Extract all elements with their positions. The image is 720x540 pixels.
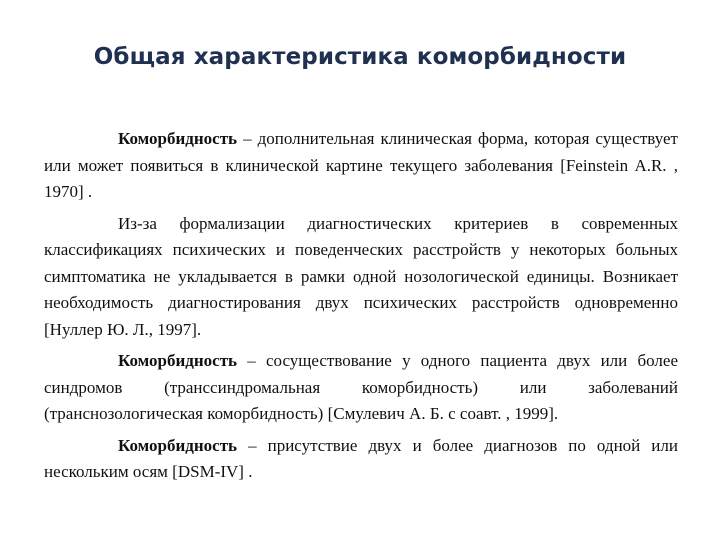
paragraph-text: – присутствие двух и более диагнозов по одной или нескольким осям [DSM-IV] . xyxy=(44,435,678,481)
paragraph-text: – сосуществование у одного пациента двух или более синдромов (транссиндромальная коморбидность) или заболеваний (транснозологическая коморбидность) [Смулевич А. Б. с соавт. , 1999]. xyxy=(44,351,678,423)
slide-title: Общая характеристика коморбидности xyxy=(93,44,627,70)
term-comorbidity: Коморбидность xyxy=(118,435,238,455)
paragraph-definition-feinstein xyxy=(44,126,678,206)
paragraph-definition-dsm xyxy=(44,433,678,486)
paragraph-text: – дополнительная клиническая форма, которая существует или может появиться в клинической картине текущего заболевания [Feinstein A.R. , 1970] . xyxy=(44,129,678,201)
term-comorbidity: Коморбидность xyxy=(118,351,238,370)
slide-body xyxy=(44,126,678,491)
paragraph-text: Из-за формализации диагностических критериев в современных классификациях психических и поведенческих расстройств у некоторых больных симптоматика не укладывается в рамки одной нозологической единицы. Возникает необходимость диагностирования двух психических расстройств одновременно [Нуллер Ю. Л., 1997]. xyxy=(44,213,678,339)
term-comorbidity: Коморбидность xyxy=(118,129,238,148)
paragraph-definition-smulevich xyxy=(44,348,678,428)
paragraph-formalization-nuller xyxy=(44,211,678,344)
